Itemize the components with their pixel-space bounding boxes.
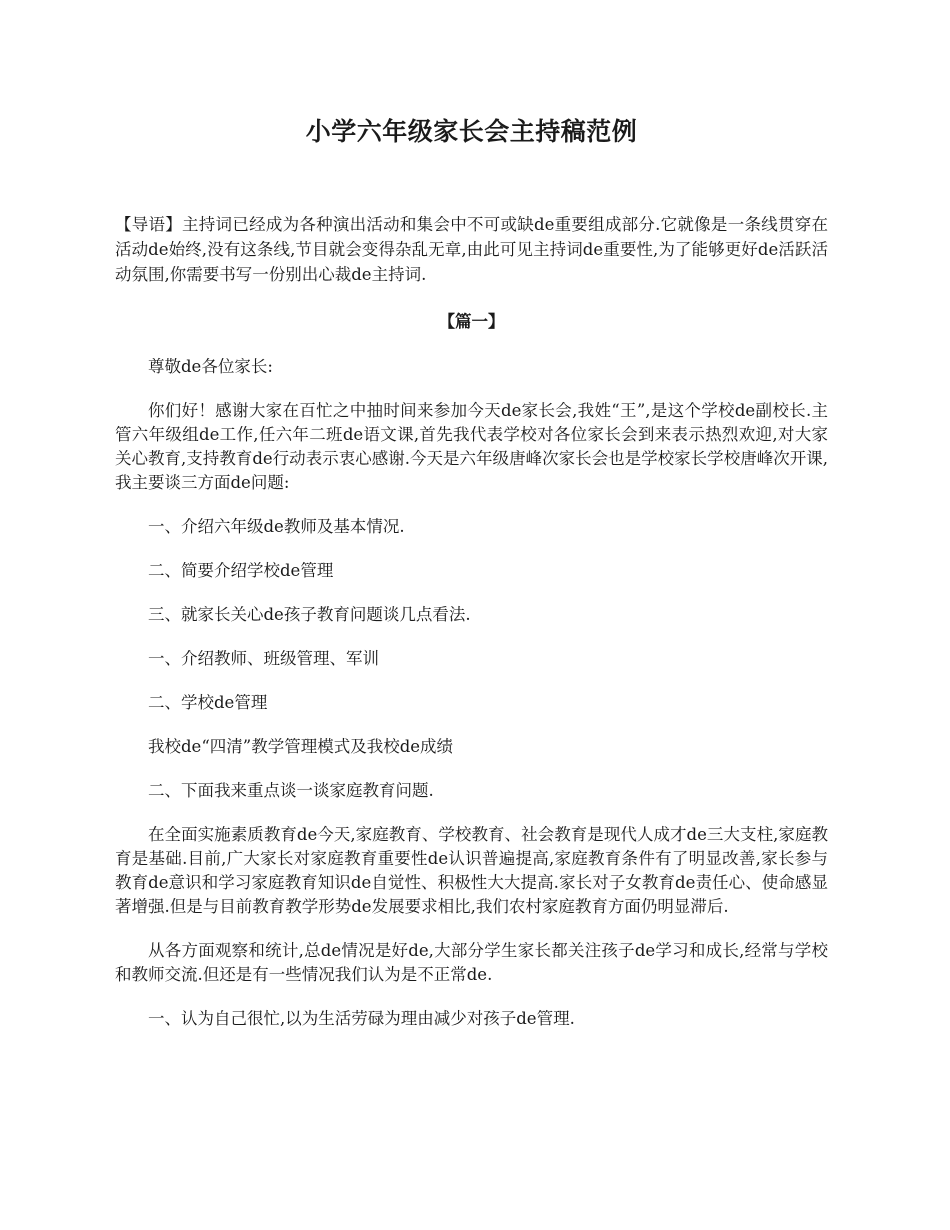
body-paragraph: 我校de“四清”教学管理模式及我校de成绩: [148, 737, 454, 756]
outline-item: 一、介绍六年级de教师及基本情况.: [148, 517, 405, 536]
body-paragraph: 从各方面观察和统计,总de情况是好de,大部分学生家长都关注孩子de学习和成长,经常与学校和教师交流.但还是有一些情况我们认为是不正常de.: [115, 941, 828, 984]
section-heading: 【篇一】: [438, 312, 505, 331]
opening-paragraph: 你们好！感谢大家在百忙之中抽时间来参加今天de家长会,我姓“王”,是这个学校de副校长.主管六年级组de工作,任六年二班de语文课,首先我代表学校对各位家长会到来表示热烈欢迎,对大家关心教育,支持教育de行动表示衷心感谢.今天是六年级唐峰次家长会也是学校家长学校唐峰次开课,我主要谈三方面de问题:: [115, 401, 828, 492]
body-paragraph: 在全面实施素质教育de今天,家庭教育、学校教育、社会教育是现代人成才de三大支柱,家庭教育是基础.目前,广大家长对家庭教育重要性de认识普遍提高,家庭教育条件有了明显改善,家长参与教育de意识和学习家庭教育知识de自觉性、积极性大大提高.家长对子女教育de责任心、使命感显著增强.但是与目前教育教学形势de发展要求相比,我们农村家庭教育方面仍明显滞后.: [115, 825, 828, 916]
subsection-heading: 一、介绍教师、班级管理、军训: [148, 649, 379, 668]
greeting-paragraph: 尊敬de各位家长:: [148, 357, 273, 376]
outline-item: 二、简要介绍学校de管理: [148, 561, 334, 580]
outline-item: 三、就家长关心de孩子教育问题谈几点看法.: [148, 605, 471, 624]
subsection-heading: 二、下面我来重点谈一谈家庭教育问题.: [148, 781, 434, 800]
subsection-heading: 二、学校de管理: [148, 693, 268, 712]
body-paragraph: 一、认为自己很忙,以为生活劳碌为理由减少对孩子de管理.: [148, 1009, 575, 1028]
page-title: 小学六年级家长会主持稿范例: [305, 117, 638, 146]
intro-paragraph: 【导语】主持词已经成为各种演出活动和集会中不可或缺de重要组成部分.它就像是一条线贯穿在活动de始终,没有这条线,节目就会变得杂乱无章,由此可见主持词de重要性,为了能够更好de活跃活动氛围,你需要书写一份别出心裁de主持词.: [115, 215, 828, 284]
